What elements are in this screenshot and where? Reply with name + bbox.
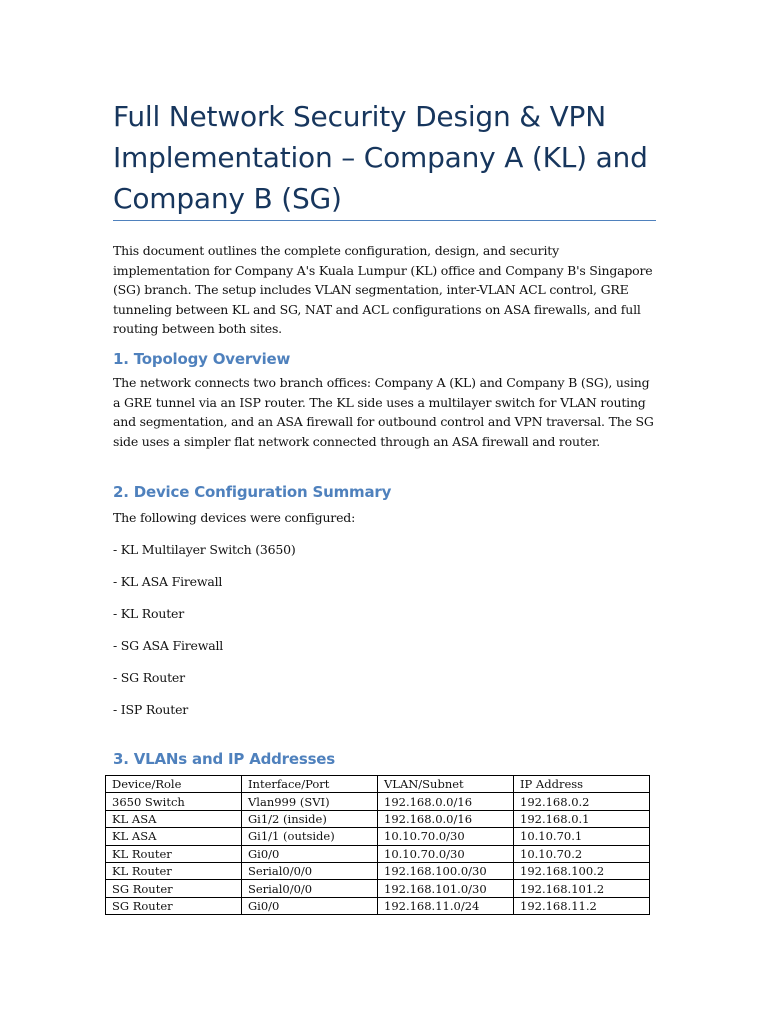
table-cell: Gi0/0 <box>242 897 378 914</box>
topology-paragraph: The network connects two branch offices: Company A (KL) and Company B (SG), using a GRE tunnel via an ISP router. The KL side uses a multilayer switch for VLAN routing and segmentation, and an ASA firewall for outbound control and VPN traversal. The SG side uses a simpler flat network connected through an ASA firewall and router. <box>113 375 654 449</box>
table-cell: 192.168.11.2 <box>514 897 650 914</box>
table-cell: 192.168.101.2 <box>514 880 650 897</box>
table-cell: Gi1/2 (inside) <box>242 810 378 827</box>
table-cell: Gi0/0 <box>242 845 378 862</box>
table-cell: 192.168.101.0/30 <box>378 880 514 897</box>
table-row <box>106 880 650 897</box>
table-cell: 10.10.70.2 <box>514 845 650 862</box>
table-cell: KL ASA <box>106 810 242 827</box>
device-list-item: - SG Router <box>113 670 185 685</box>
device-list-item: - ISP Router <box>113 702 189 717</box>
intro-paragraph: This document outlines the complete configuration, design, and security implementation for Company A's Kuala Lumpur (KL) office and Company B's Singapore (SG) branch. The setup includes VLAN segmentation, inter-VLAN ACL control, GRE tunneling between KL and SG, NAT and ACL configurations on ASA firewalls, and full routing between both sites. <box>113 243 653 336</box>
table-header-cell: VLAN/Subnet <box>378 776 514 793</box>
table-row <box>106 845 650 862</box>
table-cell: 10.10.70.0/30 <box>378 828 514 845</box>
table-cell: 192.168.0.2 <box>514 793 650 810</box>
section-heading-vlans: 3. VLANs and IP Addresses <box>113 750 336 768</box>
device-config-intro: The following devices were configured: <box>113 510 356 525</box>
table-cell: Serial0/0/0 <box>242 862 378 879</box>
table-cell: Serial0/0/0 <box>242 880 378 897</box>
table-row <box>106 828 650 845</box>
table-cell: 10.10.70.0/30 <box>378 845 514 862</box>
table-cell: Vlan999 (SVI) <box>242 793 378 810</box>
device-list-item: - KL Router <box>113 606 184 621</box>
section-heading-topology: 1. Topology Overview <box>113 350 291 368</box>
device-list-item: - KL Multilayer Switch (3650) <box>113 542 296 557</box>
table-row <box>106 810 650 827</box>
document-title: Full Network Security Design & VPN Implementation – Company A (KL) and Company B (SG) <box>113 100 648 215</box>
table-cell: 192.168.0.0/16 <box>378 793 514 810</box>
table-header-cell: IP Address <box>514 776 650 793</box>
table-row <box>106 897 650 914</box>
table-header-cell: Interface/Port <box>242 776 378 793</box>
table-cell: 192.168.0.0/16 <box>378 810 514 827</box>
table-cell: 192.168.100.0/30 <box>378 862 514 879</box>
table-cell: 192.168.11.0/24 <box>378 897 514 914</box>
table-cell: KL Router <box>106 845 242 862</box>
table-cell: 10.10.70.1 <box>514 828 650 845</box>
table-cell: SG Router <box>106 897 242 914</box>
table-cell: KL ASA <box>106 828 242 845</box>
table-cell: Gi1/1 (outside) <box>242 828 378 845</box>
device-list-item: - SG ASA Firewall <box>113 638 224 653</box>
title-divider <box>113 220 656 221</box>
table-row <box>106 862 650 879</box>
table-cell: SG Router <box>106 880 242 897</box>
table-cell: 3650 Switch <box>106 793 242 810</box>
device-list-item: - KL ASA Firewall <box>113 574 223 589</box>
table-cell: 192.168.0.1 <box>514 810 650 827</box>
table-row <box>106 793 650 810</box>
table-header-row <box>106 776 650 793</box>
vlan-ip-table <box>105 775 650 915</box>
table-header-cell: Device/Role <box>106 776 242 793</box>
table-cell: 192.168.100.2 <box>514 862 650 879</box>
table-cell: KL Router <box>106 862 242 879</box>
section-heading-device-config: 2. Device Configuration Summary <box>113 483 392 501</box>
